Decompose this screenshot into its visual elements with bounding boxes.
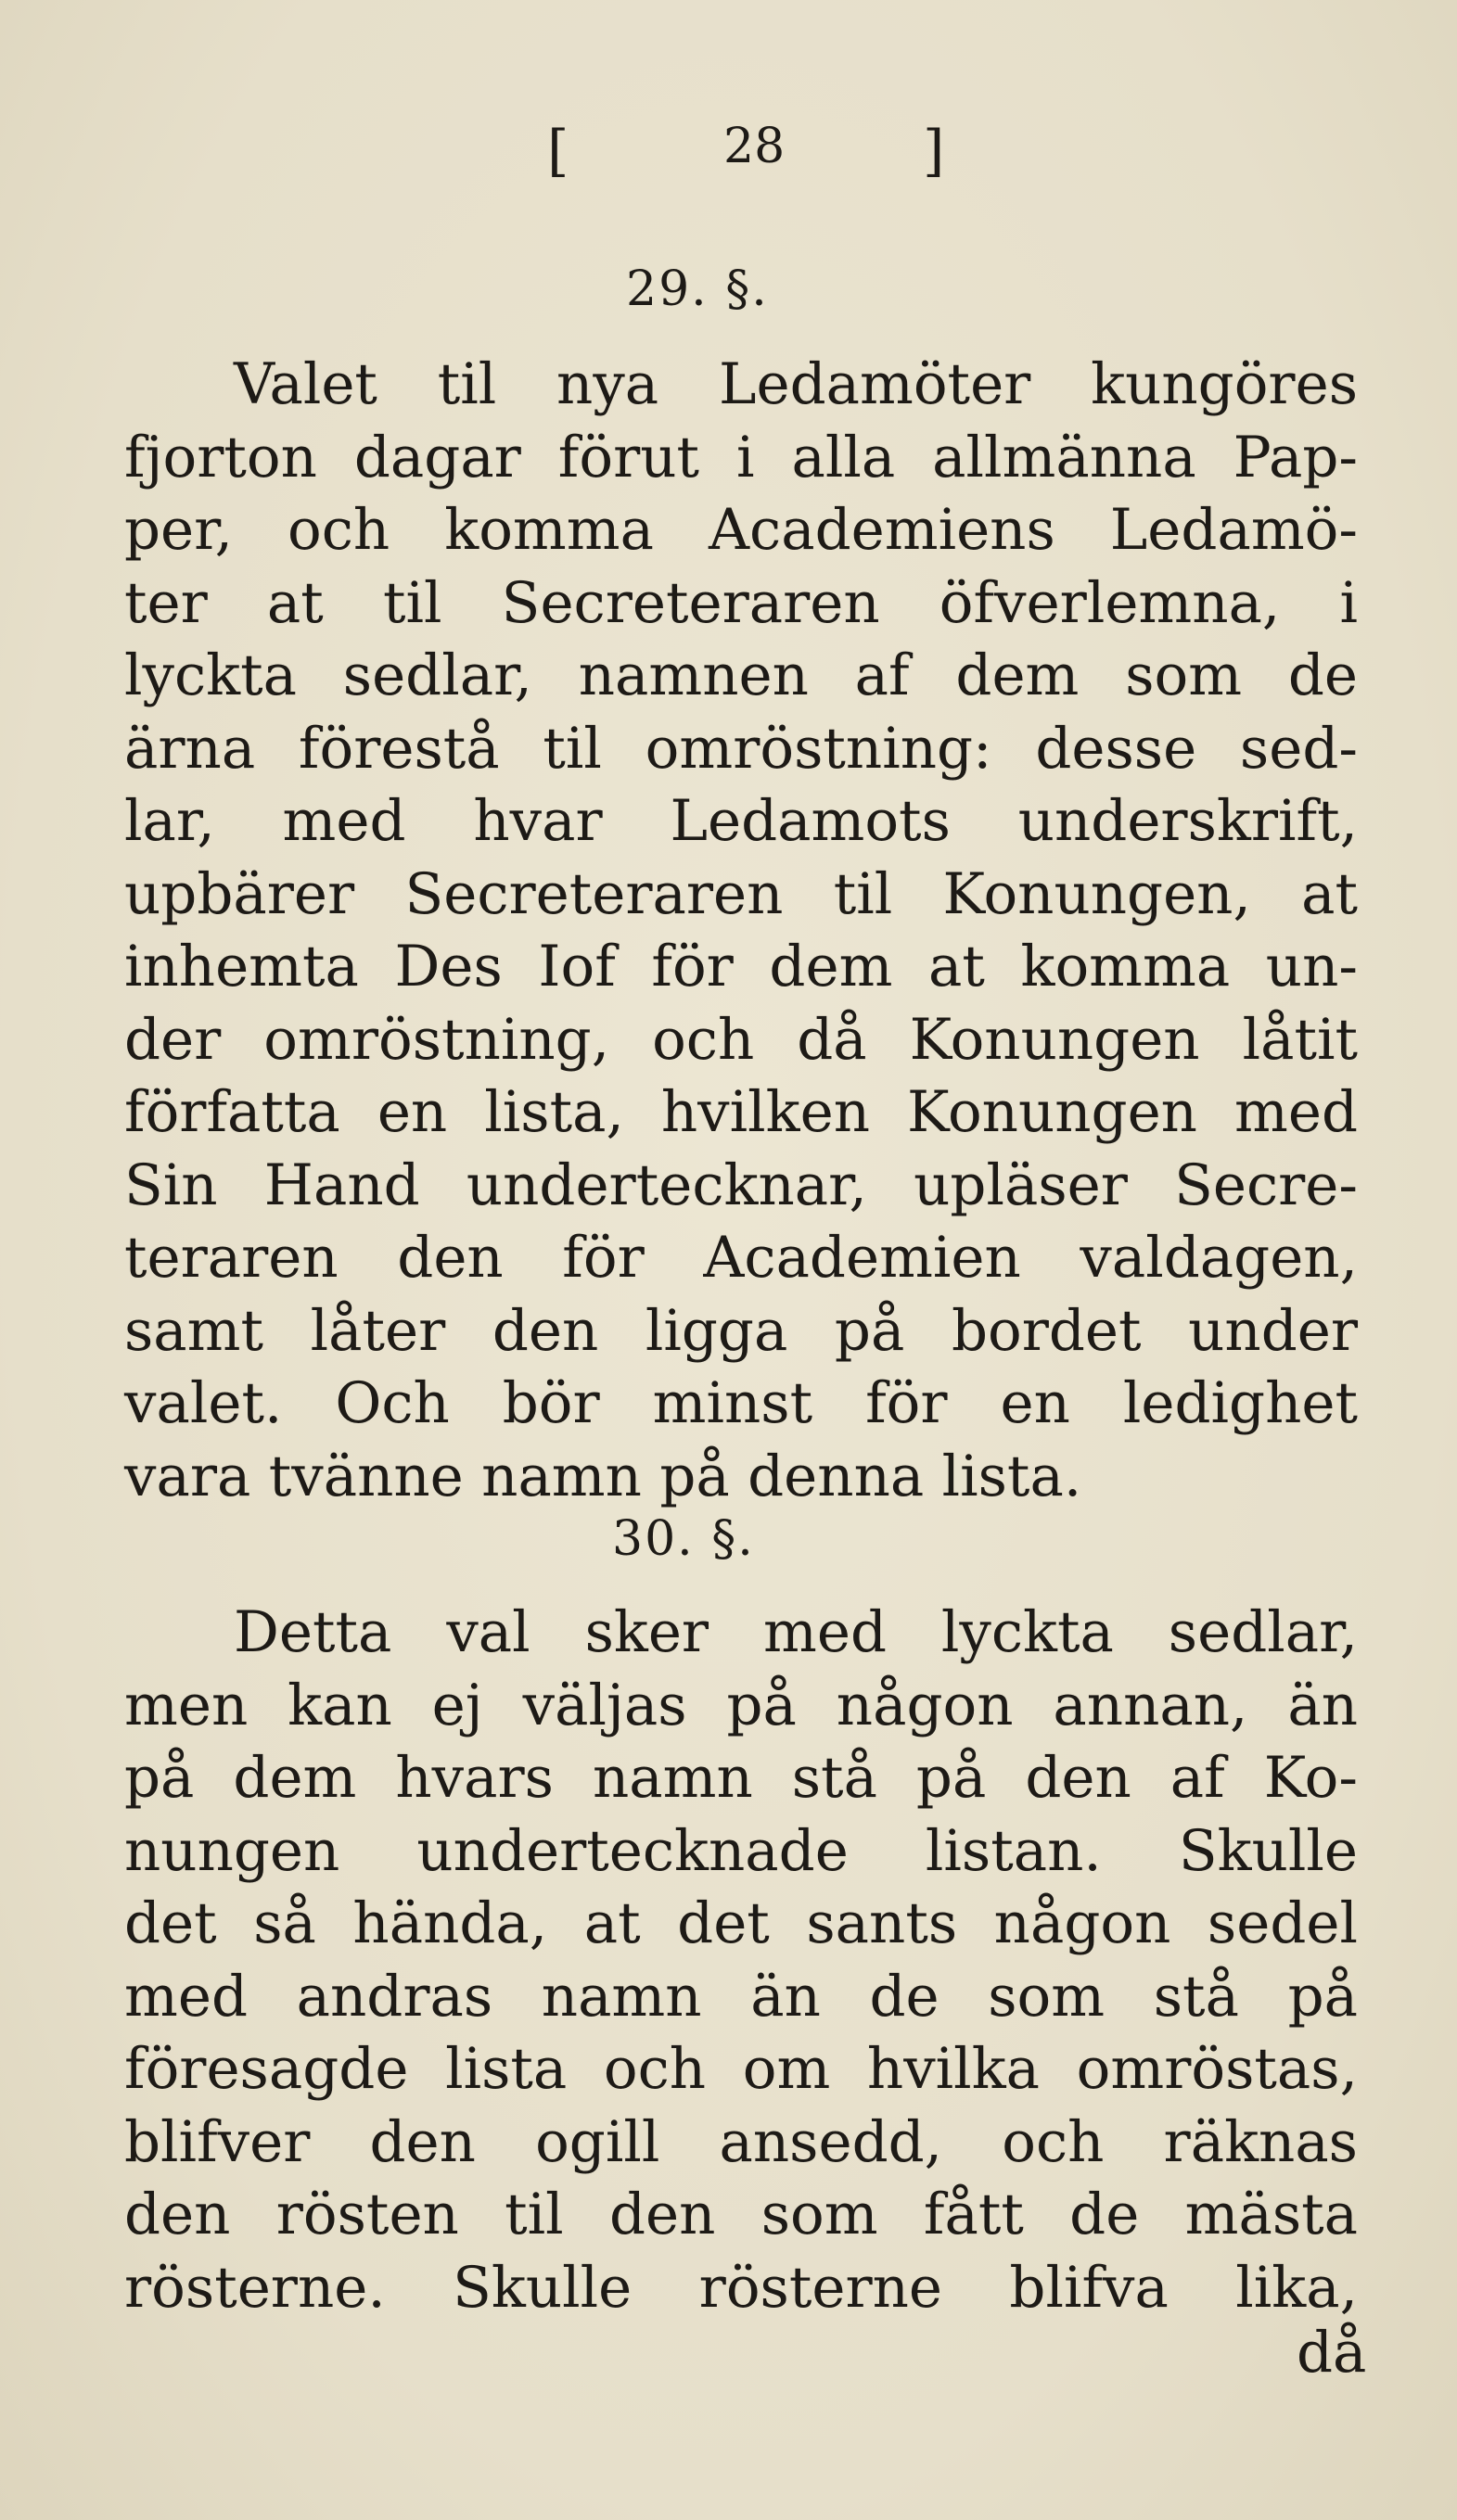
- text-line: föresagde lista och om hvilka omröstas,: [124, 2036, 1358, 2102]
- page-number: 28: [723, 119, 786, 174]
- header-bracket-left: [: [547, 119, 569, 184]
- page-header: [547, 119, 955, 193]
- text-line: Sin Hand undertecknar, upläser Secre-: [124, 1152, 1358, 1218]
- text-line: ärna förestå til omröstning: desse sed-: [124, 715, 1358, 782]
- text-line: rösterne. Skulle rösterne blifva lika,: [124, 2254, 1358, 2321]
- text-line: ter at til Secreteraren öfverlemna, i: [124, 569, 1358, 636]
- text-line: inhemta Des Iof för dem at komma un-: [124, 934, 1358, 999]
- text-line: per, och komma Academiens Ledamö-: [124, 497, 1358, 563]
- text-line: nungen undertecknade listan. Skulle: [124, 1817, 1358, 1884]
- text-line: samt låter den ligga på bordet under: [124, 1297, 1358, 1364]
- paragraph-section-29: [124, 349, 1358, 1513]
- text-line: lyckta sedlar, namnen af dem som de: [124, 643, 1358, 708]
- section-heading-29: 29. §.: [626, 261, 769, 317]
- text-line: Detta val sker med lyckta sedlar,: [234, 1599, 1358, 1665]
- text-line: lar, med hvar Ledamots underskrift,: [124, 788, 1358, 854]
- header-bracket-right: ]: [923, 119, 945, 184]
- text-line: vara tvänne namn på denna lista.: [124, 1443, 1082, 1509]
- section-heading-30: 30. §.: [612, 1511, 755, 1567]
- text-line: med andras namn än de som stå på: [124, 1963, 1358, 2030]
- paragraph-section-30: [124, 1597, 1358, 2324]
- text-line: valet. Och bör minst för en ledighet: [124, 1370, 1358, 1436]
- text-line: på dem hvars namn stå på den af Ko-: [124, 1745, 1358, 1811]
- text-line: det så hända, at det sants någon sedel: [124, 1890, 1358, 1956]
- text-line: den rösten til den som fått de mästa: [124, 2182, 1358, 2247]
- text-line: blifver den ogill ansedd, och räknas: [124, 2108, 1358, 2175]
- catchword: då: [1297, 2320, 1367, 2386]
- text-line: der omröstning, och då Konungen låtit: [124, 1006, 1358, 1073]
- text-line: teraren den för Academien valdagen,: [124, 1225, 1358, 1291]
- text-line: Valet til nya Ledamöter kungöres: [234, 351, 1358, 417]
- text-line: upbärer Secreteraren til Konungen, at: [124, 860, 1358, 927]
- text-line: fjorton dagar förut i alla allmänna Pap-: [124, 424, 1358, 490]
- text-line: men kan ej väljas på någon annan, än: [124, 1672, 1358, 1738]
- text-line: författa en lista, hvilken Konungen med: [124, 1079, 1358, 1145]
